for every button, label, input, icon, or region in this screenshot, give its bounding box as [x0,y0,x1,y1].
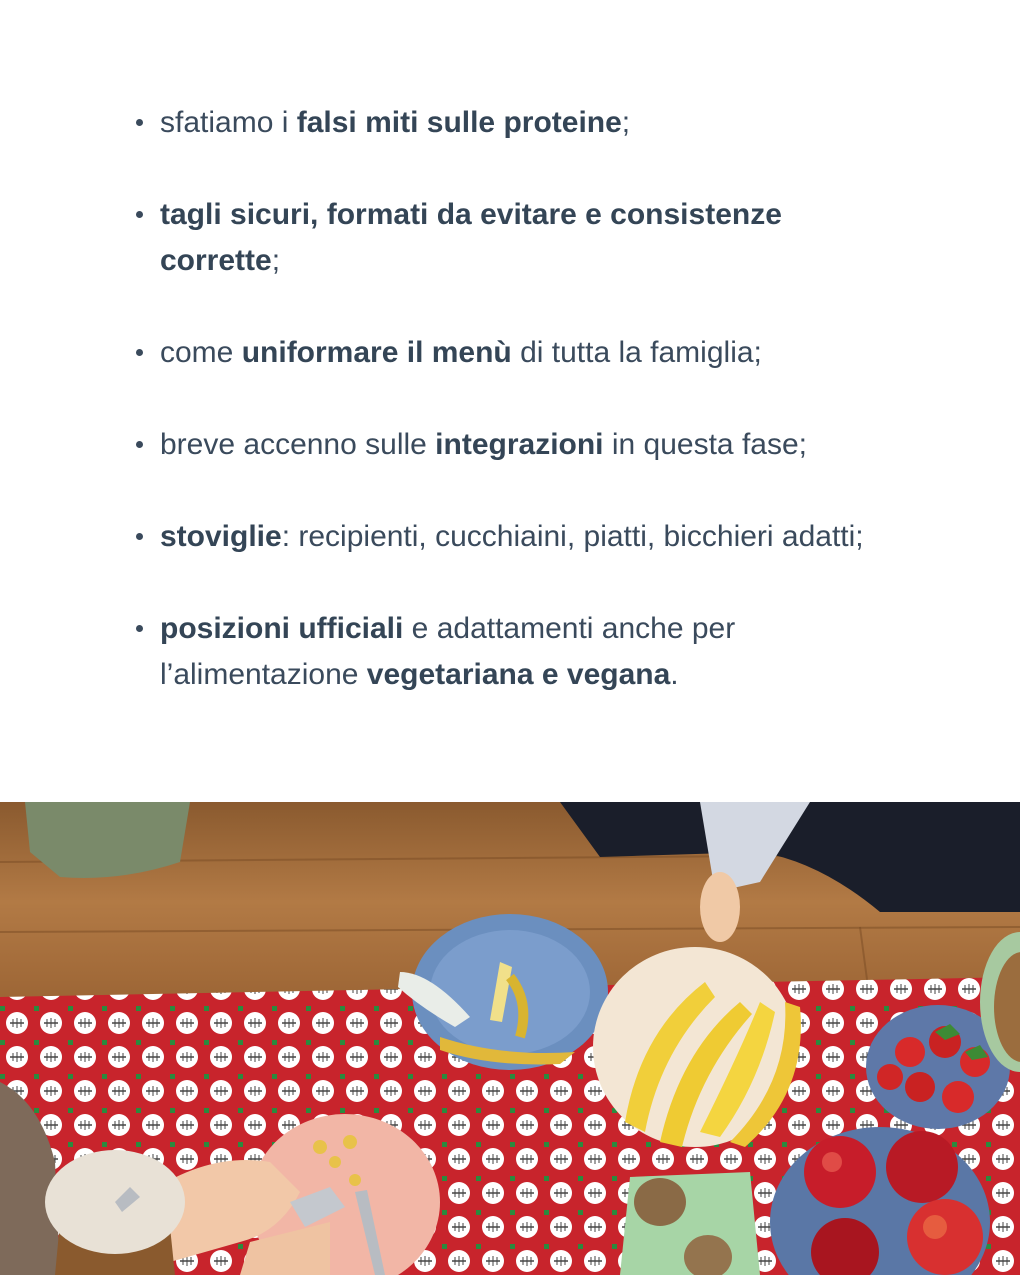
bullet-item [135,422,895,468]
bullet-item [135,100,895,146]
child-foot [700,872,740,942]
bullet-text: . [670,658,679,691]
bullet-text: ; [271,244,281,277]
bullet-list [135,100,895,698]
bullet-text: in questa fase; [603,428,807,461]
bullet-item [135,192,895,284]
bullet-bold-text: tagli sicuri, formati da evitare e consistenze corrette [160,198,782,277]
bullet-item [135,330,895,376]
bullet-item [135,514,895,560]
bullet-item [135,606,895,698]
bullet-text: : recipienti, cucchiaini, piatti, bicchieri adatti; [281,520,864,553]
bullet-bold-text: falsi miti sulle proteine [296,106,622,139]
bullet-bold-text: uniformare il menù [241,336,512,369]
apple [804,1136,876,1208]
bullet-bold-text: stoviglie [160,520,282,553]
food-photo-illustration [0,802,1020,1275]
bullet-text: breve accenno sulle [160,428,436,461]
bullet-text: di tutta la famiglia; [511,336,762,369]
bullet-text: come [160,336,242,369]
food-photo [0,802,1020,1275]
bullet-text: ; [621,106,631,139]
bullet-bold-text: integrazioni [435,428,604,461]
bullet-text: e adattamenti anche per l’alimentazione [160,612,736,691]
bullet-bold-text: posizioni ufficiali [160,612,404,645]
kiwi [634,1178,686,1226]
bullet-text: sfatiamo i [160,106,297,139]
bullet-bold-text: vegetariana e vegana [366,658,671,691]
